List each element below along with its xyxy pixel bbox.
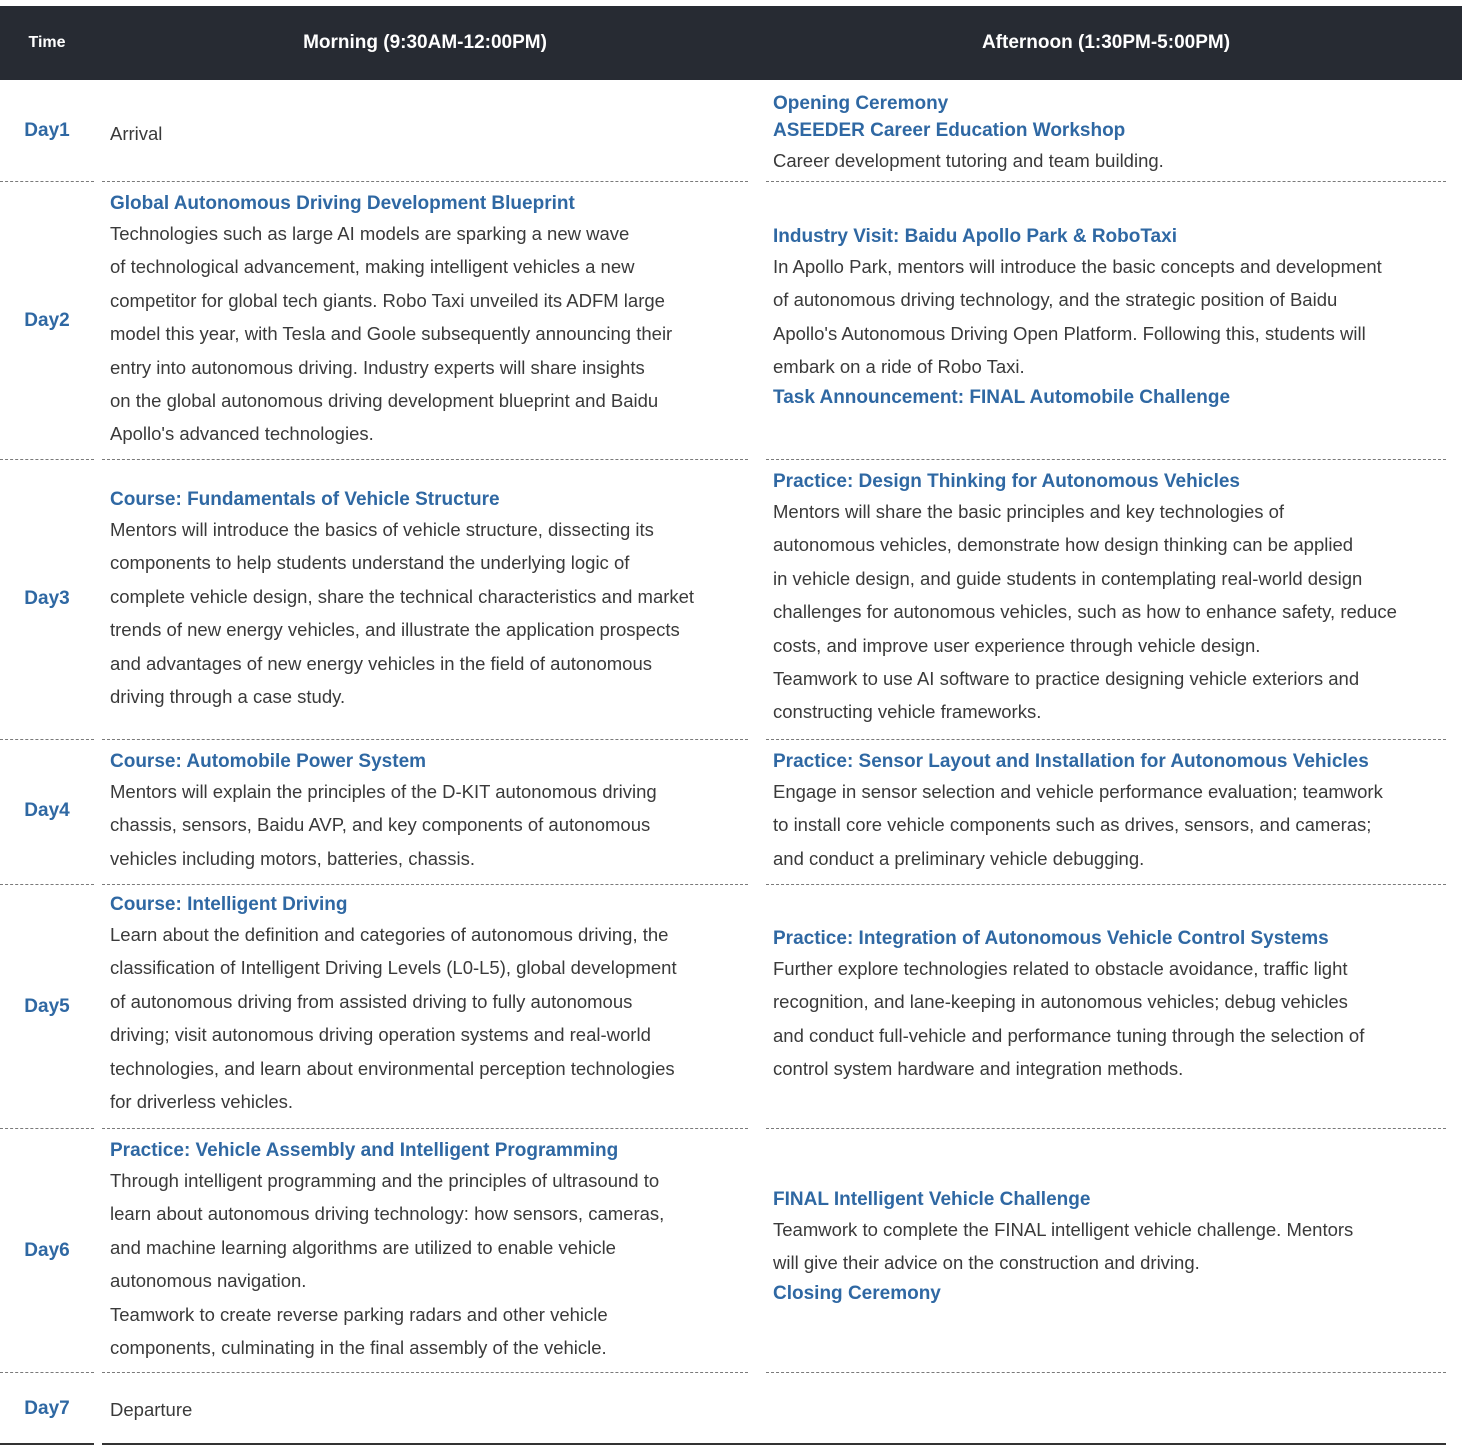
- morning-line: Learn about the definition and categories of autonomous driving, the: [110, 924, 669, 945]
- header-morning: Morning (9:30AM-12:00PM): [303, 32, 547, 53]
- afternoon-line: and conduct a preliminary vehicle debugging.: [773, 847, 1145, 869]
- morning-text: Departure: [110, 1399, 193, 1420]
- morning-line: Technologies such as large AI models are sparking a new wave: [110, 223, 630, 244]
- table-header: [0, 6, 1462, 80]
- morning-line: of autonomous driving from assisted driving to fully autonomous: [110, 990, 633, 1012]
- morning-cell: [110, 117, 750, 150]
- afternoon-title: Industry Visit: Baidu Apollo Park & RoboTaxi: [773, 226, 1177, 247]
- day-label: Day6: [24, 1240, 70, 1261]
- table-row-day1: [0, 80, 1462, 182]
- morning-title: Practice: Vehicle Assembly and Intelligent Programming: [110, 1140, 619, 1161]
- morning-line: driving; visit autonomous driving operation systems and real-world: [110, 1024, 651, 1046]
- afternoon-line: In Apollo Park, mentors will introduce the basic concepts and development: [773, 256, 1382, 277]
- morning-line: Teamwork to create reverse parking radars and other vehicle: [110, 1303, 608, 1325]
- afternoon-line: challenges for autonomous vehicles, such as how to enhance safety, reduce: [773, 601, 1397, 623]
- morning-line: Apollo's advanced technologies.: [110, 423, 374, 445]
- header-time: Time: [28, 34, 66, 51]
- afternoon-cell: [773, 748, 1448, 875]
- header-afternoon: Afternoon (1:30PM-5:00PM): [981, 32, 1231, 53]
- afternoon-line: constructing vehicle frameworks.: [773, 701, 1042, 723]
- afternoon-line: autonomous vehicles, demonstrate how design thinking can be applied: [773, 534, 1354, 556]
- morning-line: model this year, with Tesla and Goole subsequently announcing their: [110, 323, 673, 345]
- morning-cell: [110, 748, 750, 875]
- morning-line: competitor for global tech giants. Robo Taxi unveiled its ADFM large: [110, 289, 665, 311]
- morning-title: Course: Automobile Power System: [110, 751, 427, 772]
- table-row-day3: [0, 460, 1462, 739]
- afternoon-title-2: Task Announcement: FINAL Automobile Challenge: [773, 386, 1231, 408]
- morning-text: Arrival: [110, 123, 163, 144]
- afternoon-title: Opening Ceremony: [773, 93, 949, 114]
- afternoon-line: in vehicle design, and guide students in contemplating real-world design: [773, 567, 1363, 589]
- morning-line: entry into autonomous driving. Industry experts will share insights: [110, 356, 645, 378]
- day-label: Day5: [24, 996, 70, 1017]
- afternoon-line: control system hardware and integration methods.: [773, 1058, 1184, 1080]
- afternoon-line: of autonomous driving technology, and the strategic position of Baidu: [773, 289, 1338, 311]
- afternoon-line: Engage in sensor selection and vehicle performance evaluation; teamwork: [773, 781, 1383, 802]
- table-row-day5: [0, 885, 1462, 1128]
- morning-cell: [110, 1393, 750, 1426]
- morning-line: Mentors will introduce the basics of vehicle structure, dissecting its: [110, 519, 654, 540]
- morning-line: and advantages of new energy vehicles in the field of autonomous: [110, 652, 653, 674]
- afternoon-title: Practice: Integration of Autonomous Vehicle Control Systems: [773, 928, 1329, 949]
- table-row-day2: [0, 182, 1462, 459]
- morning-line: complete vehicle design, share the technical characteristics and market: [110, 585, 695, 607]
- morning-line: trends of new energy vehicles, and illustrate the application prospects: [110, 619, 680, 641]
- morning-line: and machine learning algorithms are utilized to enable vehicle: [110, 1236, 616, 1258]
- afternoon-line: to install core vehicle components such as drives, sensors, and cameras;: [773, 814, 1372, 836]
- table-bottom-border: [0, 1443, 94, 1445]
- table-row-day6: [0, 1129, 1462, 1372]
- afternoon-line: Mentors will share the basic principles and key technologies of: [773, 501, 1285, 522]
- afternoon-title: FINAL Intelligent Vehicle Challenge: [773, 1189, 1091, 1210]
- table-bottom-border: [102, 1443, 1446, 1445]
- afternoon-title-2: ASEEDER Career Education Workshop: [773, 120, 1126, 141]
- afternoon-line: and conduct full-vehicle and performance tuning through the selection of: [773, 1024, 1365, 1046]
- afternoon-line: Apollo's Autonomous Driving Open Platform. Following this, students will: [773, 322, 1366, 344]
- afternoon-title: Practice: Design Thinking for Autonomous Vehicles: [773, 471, 1240, 492]
- morning-line: for driverless vehicles.: [110, 1091, 294, 1113]
- afternoon-line: costs, and improve user experience through vehicle design.: [773, 634, 1261, 656]
- morning-line: chassis, sensors, Baidu AVP, and key components of autonomous: [110, 814, 651, 836]
- afternoon-cell: [773, 468, 1448, 729]
- afternoon-cell: [773, 223, 1448, 411]
- morning-line: Mentors will explain the principles of the D-KIT autonomous driving: [110, 781, 657, 802]
- morning-cell: [110, 891, 750, 1118]
- day-label: Day3: [24, 588, 70, 609]
- morning-line: vehicles including motors, batteries, chassis.: [110, 847, 476, 869]
- morning-line: learn about autonomous driving technology: how sensors, cameras,: [110, 1203, 665, 1225]
- morning-line: components to help students understand the underlying logic of: [110, 552, 630, 574]
- morning-line: components, culminating in the final assembly of the vehicle.: [110, 1337, 607, 1359]
- afternoon-line: recognition, and lane-keeping in autonomous vehicles; debug vehicles: [773, 991, 1348, 1013]
- morning-title: Course: Fundamentals of Vehicle Structure: [110, 489, 500, 510]
- morning-line: driving through a case study.: [110, 686, 346, 708]
- table-row-day4: [0, 740, 1462, 884]
- morning-title: Course: Intelligent Driving: [110, 894, 348, 915]
- morning-line: autonomous navigation.: [110, 1270, 307, 1292]
- afternoon-title-2: Closing Ceremony: [773, 1282, 941, 1304]
- day-label: Day7: [24, 1398, 70, 1419]
- morning-cell: [110, 486, 750, 713]
- morning-cell: [110, 190, 750, 451]
- morning-title: Global Autonomous Driving Development Blueprint: [110, 193, 575, 214]
- afternoon-cell: [773, 90, 1448, 177]
- afternoon-title: Practice: Sensor Layout and Installation for Autonomous Vehicles: [773, 751, 1369, 772]
- morning-line: classification of Intelligent Driving Levels (L0-L5), global development: [110, 957, 677, 979]
- table-row-day7: [0, 1373, 1462, 1443]
- day-label: Day2: [24, 310, 70, 331]
- morning-line: technologies, and learn about environmental perception technologies: [110, 1057, 675, 1079]
- day-label: Day4: [24, 800, 70, 821]
- day-label: Day1: [24, 120, 70, 141]
- morning-line: of technological advancement, making intelligent vehicles a new: [110, 256, 635, 278]
- afternoon-cell: [773, 1186, 1448, 1307]
- afternoon-line: embark on a ride of Robo Taxi.: [773, 356, 1025, 378]
- morning-line: Through intelligent programming and the principles of ultrasound to: [110, 1170, 660, 1191]
- morning-line: on the global autonomous driving development blueprint and Baidu: [110, 390, 659, 412]
- afternoon-text: Career development tutoring and team building.: [773, 150, 1164, 171]
- afternoon-line: will give their advice on the construction and driving.: [773, 1252, 1200, 1274]
- afternoon-line: Teamwork to use AI software to practice designing vehicle exteriors and: [773, 668, 1360, 690]
- afternoon-line: Teamwork to complete the FINAL intelligent vehicle challenge. Mentors: [773, 1219, 1354, 1240]
- afternoon-line: Further explore technologies related to obstacle avoidance, traffic light: [773, 958, 1348, 979]
- afternoon-cell: [773, 925, 1448, 1086]
- morning-cell: [110, 1137, 750, 1364]
